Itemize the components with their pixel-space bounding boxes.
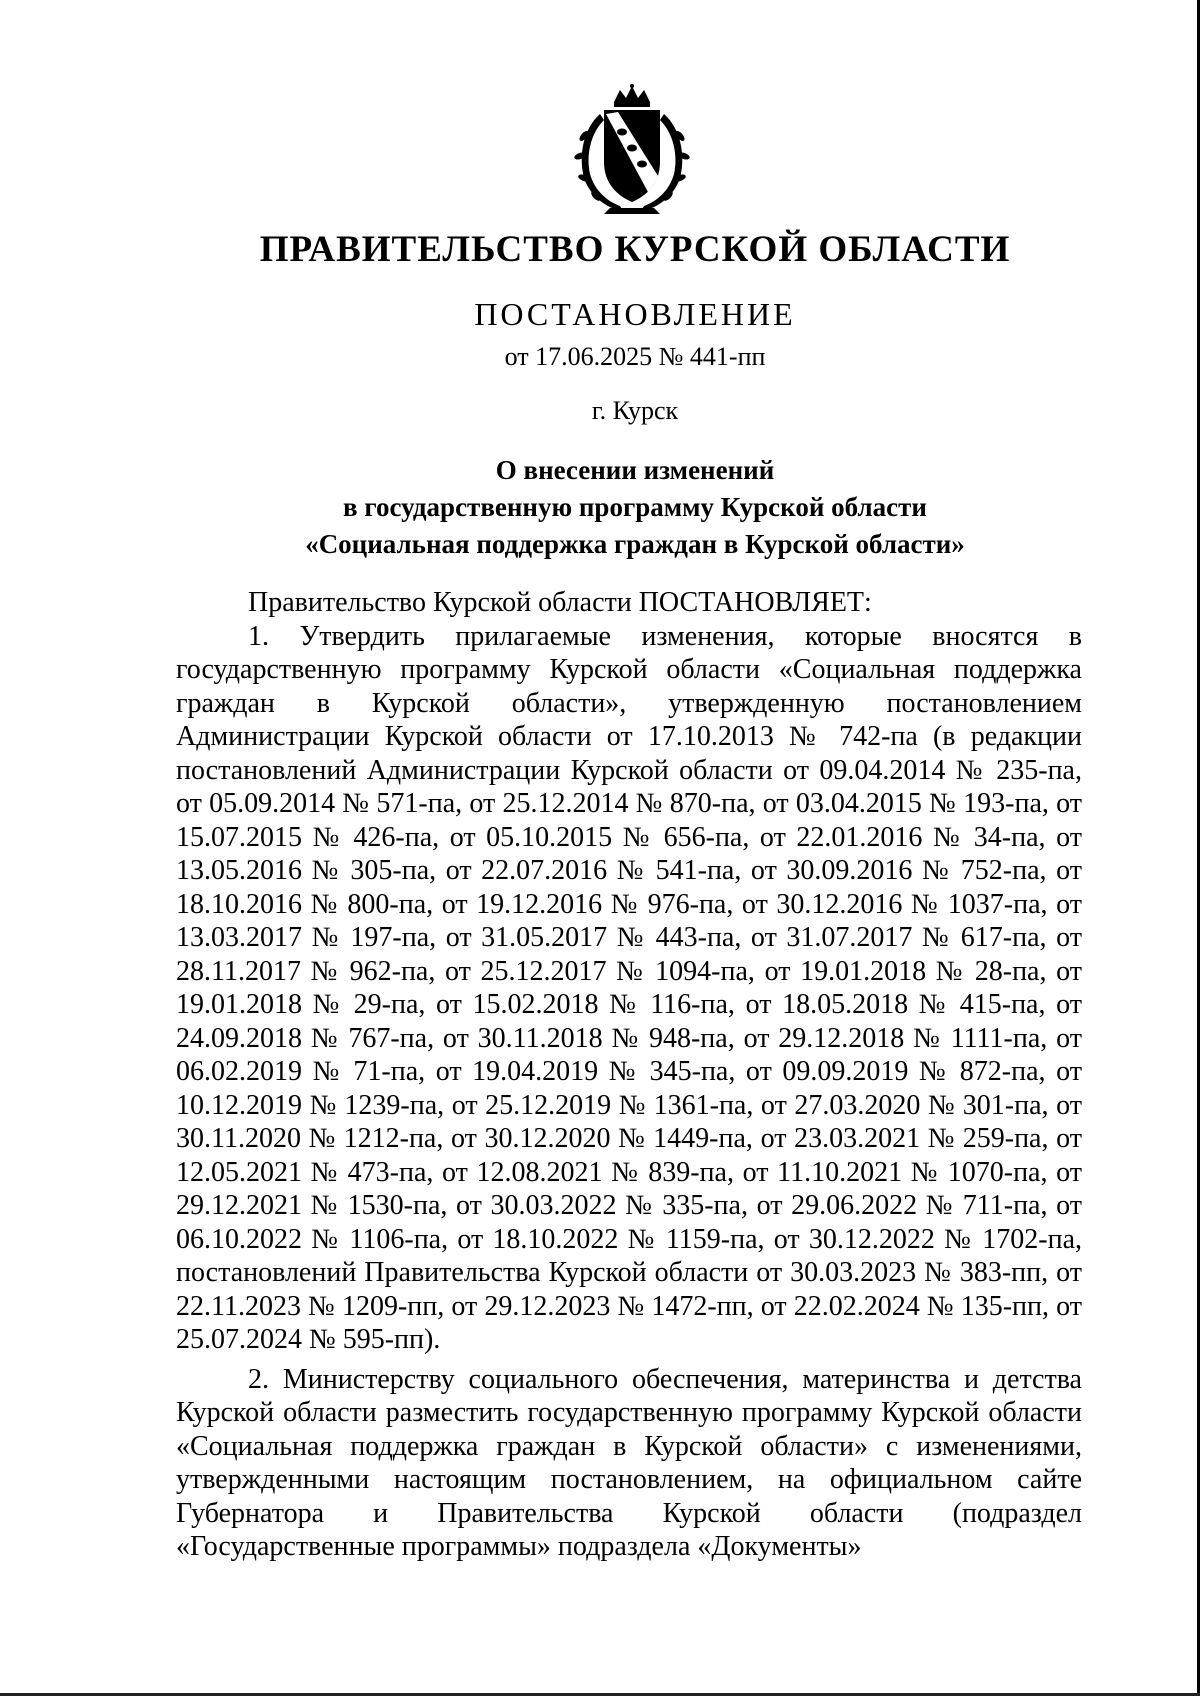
resolution-item-1: 1. Утвердить прилагаемые изменения, которые вносятся в государственную программу Курской области «Социальная поддержка граждан в Курской области», утвержденную постановлением Администрации Курской области от 17.10.2013 № 742-па (в редакции постановлений Администрации Курской области от 09.04.2014 № 235-па, от 05.09.2014 № 571-па, от 25.12.2014 № 870-па, от 03.04.2015 № 193-па, от 15.07.2015 № 426-па, от 05.10.2015 № 656-па, от 22.01.2016 № 34-па, от 13.05.2016 № 305-па, от 22.07.2016 № 541-па, от 30.09.2016 № 752-па, от 18.10.2016 № 800-па, от 19.12.2016 № 976-па, от 30.12.2016 № 1037-па, от 13.03.2017 № 197-па, от 31.05.2017 № 443-па, от 31.07.2017 № 617-па, от 28.11.2017 № 962-па, от 25.12.2017 № 1094-па, от 19.01.2018 № 28-па, от 19.01.2018 № 29-па, от 15.02.2018 № 116-па, от 18.05.2018 № 415-па, от 24.09.2018 № 767-па, от 30.11.2018 № 948-па, от 29.12.2018 № 1111-па, от 06.02.2019 № 71-па, от 19.04.2019 № 345-па, от 09.09.2019 № 872-па, от 10.12.2019 № 1239-па, от 25.12.2019 № 1361-па, от 27.03.2020 № 301-па, от 30.11.2020 № 1212-па, от 30.12.2020 № 1449-па, от 23.03.2021 № 259-па, от 12.05.2021 № 473-па, от 12.08.2021 № 839-па, от 11.10.2021 № 1070-па, от 29.12.2021 № 1530-па, от 30.03.2022 № 335-па, от 29.06.2022 № 711-па, от 06.10.2022 № 1106-па, от 18.10.2022 № 1159-па, от 30.12.2022 № 1702-па, постановлений Правительства Курской области от 30.03.2023 № 383-пп, от 22.11.2023 № 1209-пп, от 29.12.2023 № 1472-пп, от 22.02.2024 № 135-пп, от 25.07.2024 № 595-пп). [176, 620, 1082, 1355]
document-body [176, 586, 1082, 1564]
resolution-intro: Правительство Курской области ПОСТАНОВЛЯЕТ: [248, 587, 872, 618]
subject-line-1: О внесении изменений [495, 455, 775, 485]
document-date-number: от 17.06.2025 № 441-пп [504, 342, 766, 371]
subject-line-2: в государственную программу Курской области [343, 492, 927, 522]
document-city: г. Курск [591, 396, 679, 425]
document-type: ПОСТАНОВЛЕНИЕ [474, 296, 796, 332]
government-title: ПРАВИТЕЛЬСТВО КУРСКОЙ ОБЛАСТИ [259, 229, 1011, 270]
document-subject [0, 452, 1200, 563]
resolution-item-2: 2. Министерству социального обеспечения, материнства и детства Курской области разместить государственную программу Курской области «Социальная поддержка граждан в Курской области» с изменениями, утвержденными настоящим постановлением, на официальном сайте Губернатора и Правительства Курской области (подраздел «Государственные программы» подраздела «Документы» [176, 1363, 1082, 1562]
subject-line-3: «Социальная поддержка граждан в Курской области» [305, 529, 965, 559]
kursk-coat-of-arms-icon [570, 84, 694, 216]
